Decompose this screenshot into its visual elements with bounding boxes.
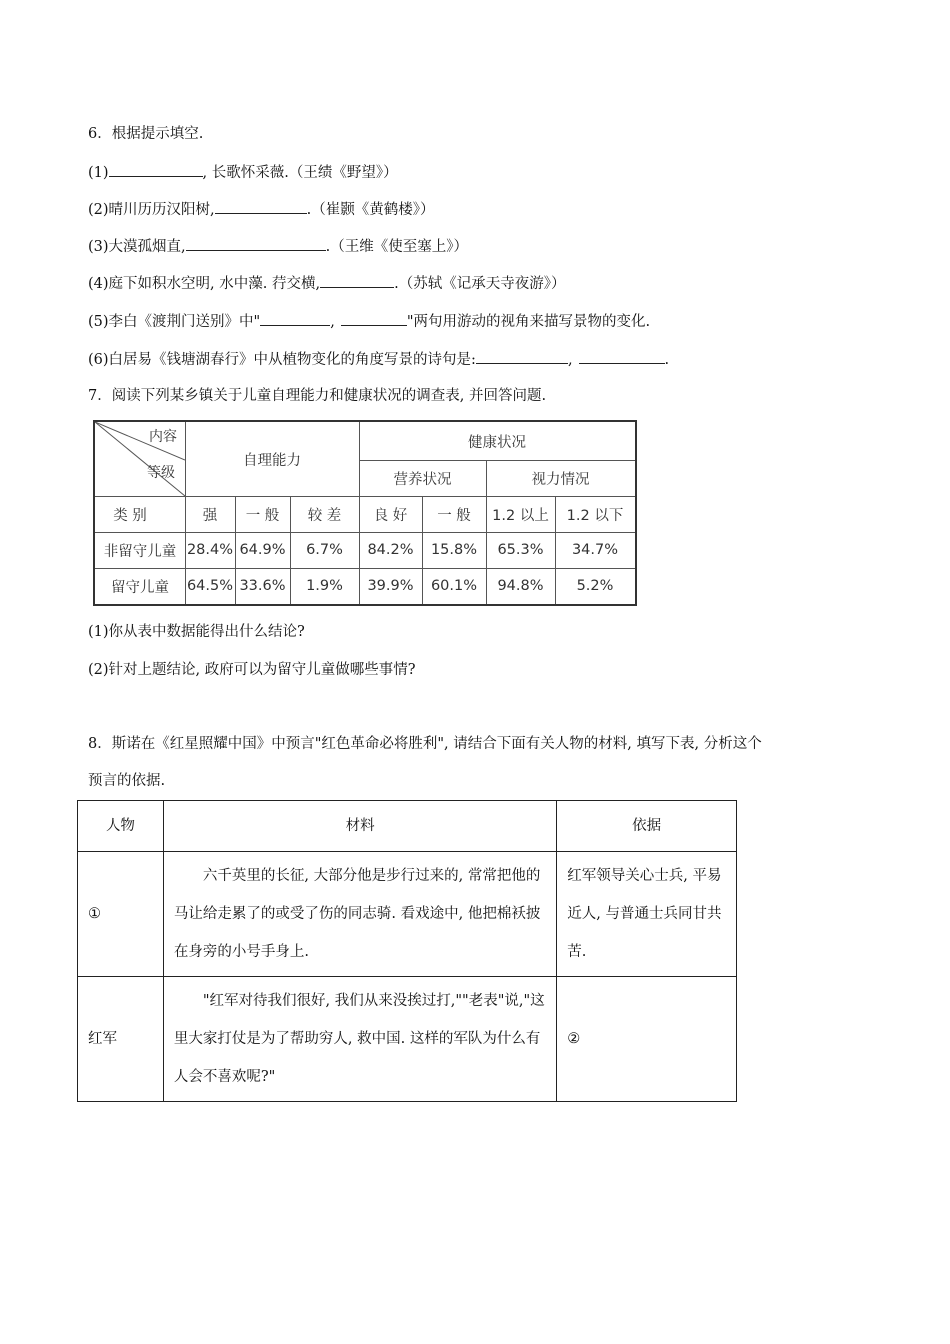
table-header-row: [78, 801, 737, 852]
table-cell: 33.6%: [239, 578, 286, 594]
basis-cell: 红军领导关心士兵, 平易近人, 与普通士兵同甘共苦.: [557, 852, 737, 977]
table-cell: 5.2%: [576, 578, 614, 594]
answer-blank[interactable]: [341, 311, 407, 326]
q6-title: 6．根据提示填空.: [88, 126, 204, 142]
vision-header: 视力情况: [531, 471, 590, 488]
answer-blank[interactable]: [186, 236, 326, 251]
q6-item-2: [88, 199, 435, 220]
q6-item-4-prefix: (4)庭下如积水空明, 水中藻. 荇交横,: [88, 276, 321, 292]
header-person: 人物: [78, 801, 164, 852]
q6-item-5: [88, 311, 650, 332]
answer-blank[interactable]: [215, 199, 307, 214]
table-cell: 39.9%: [367, 578, 414, 594]
q6-item-6-prefix: (6)白居易《钱塘湖春行》中从植物变化的角度写景的诗句是:: [88, 352, 476, 368]
q6-item-5-suffix: "两句用游动的视角来描写景物的变化.: [406, 314, 651, 330]
q8-title-line-1: 8．斯诺在《红星照耀中国》中预言"红色革命必将胜利", 请结合下面有关人物的材料, 填写下表, 分析这个: [88, 736, 762, 752]
table-cell: 60.1%: [430, 578, 478, 594]
q8-title-line-2: 预言的依据.: [88, 773, 166, 789]
corner-content-label: 内容: [149, 429, 177, 445]
corner-category-label: 类 别: [113, 507, 147, 524]
q6-item-1: [88, 162, 398, 183]
q6-item-6-mid: ,: [567, 352, 573, 368]
row-label: 非留守儿童: [103, 543, 177, 560]
sub-header: 1.2 以下: [566, 507, 624, 524]
health-header: 健康状况: [468, 434, 526, 451]
q6-item-5-prefix: (5)李白《渡荆门送别》中": [88, 314, 261, 330]
answer-blank[interactable]: [260, 311, 330, 326]
sub-header: 良 好: [373, 507, 408, 524]
q6-item-1-suffix: , 长歌怀采薇.（王绩《野望》）: [202, 165, 398, 181]
table-cell: 1.9%: [306, 578, 343, 594]
header-material: 材料: [163, 801, 556, 852]
table-cell: 15.8%: [430, 542, 478, 558]
q6-item-6: [88, 349, 669, 370]
basis-cell[interactable]: ②: [557, 977, 737, 1102]
q6-item-3: [88, 236, 468, 257]
table-cell: 64.9%: [239, 542, 286, 558]
q6-item-4: [88, 273, 565, 294]
q7-title: 7．阅读下列某乡镇关于儿童自理能力和健康状况的调查表, 并回答问题.: [88, 388, 547, 404]
material-cell: 六千英里的长征, 大部分他是步行过来的, 常常把他的马让给走累了的或受了伤的同志骑. 看戏途中, 他把棉袄披在身旁的小号手身上.: [163, 852, 556, 977]
person-cell: 红军: [78, 977, 164, 1102]
corner-grade-label: 等级: [147, 465, 175, 481]
sub-header: 强: [202, 507, 218, 524]
table-cell: 94.8%: [497, 578, 544, 594]
answer-blank[interactable]: [320, 273, 394, 288]
sub-header: 1.2 以上: [492, 507, 549, 524]
table-cell: 65.3%: [497, 542, 544, 558]
q6-item-5-mid: ,: [330, 314, 335, 330]
q7-sub-question-1: (1)你从表中数据能得出什么结论?: [88, 624, 305, 640]
q6-item-2-suffix: .（崔颢《黄鹤楼》）: [306, 202, 435, 218]
self-care-header: 自理能力: [243, 452, 301, 469]
table-row: [78, 977, 737, 1102]
q7-sub-question-2: (2)针对上题结论, 政府可以为留守儿童做哪些事情?: [88, 662, 416, 678]
q6-item-3-prefix: (3)大漠孤烟直,: [88, 239, 186, 255]
q6-item-4-suffix: .（苏轼《记承天寺夜游》）: [394, 276, 566, 292]
analysis-table: [77, 800, 737, 1102]
table-cell: 34.7%: [571, 542, 619, 558]
q6-item-1-prefix: (1): [88, 165, 109, 181]
table-row: [78, 852, 737, 977]
sub-header: 一 般: [245, 507, 280, 524]
answer-blank[interactable]: [109, 162, 203, 177]
q6-item-2-prefix: (2)晴川历历汉阳树,: [88, 202, 215, 218]
sub-header: 较 差: [307, 507, 342, 524]
table-cell: 6.7%: [306, 542, 343, 558]
row-label: 留守儿童: [111, 579, 169, 596]
table-cell: 64.5%: [186, 578, 234, 594]
table-cell: 28.4%: [186, 542, 234, 558]
material-cell: "红军对待我们很好, 我们从来没挨过打,""老表"说,"这里大家打仗是为了帮助穷人, 救中国. 这样的军队为什么有人会不喜欢呢?": [163, 977, 556, 1102]
nutrition-header: 营养状况: [393, 471, 452, 488]
person-cell: ①: [78, 852, 164, 977]
sub-header: 一 般: [437, 507, 471, 524]
answer-blank[interactable]: [476, 349, 568, 364]
q6-item-3-suffix: .（王维《使至塞上》）: [325, 239, 469, 255]
answer-blank[interactable]: [579, 349, 665, 364]
q6-item-6-suffix: .: [664, 352, 670, 368]
survey-table: [93, 420, 637, 606]
header-basis: 依据: [557, 801, 737, 852]
table-cell: 84.2%: [367, 542, 414, 558]
